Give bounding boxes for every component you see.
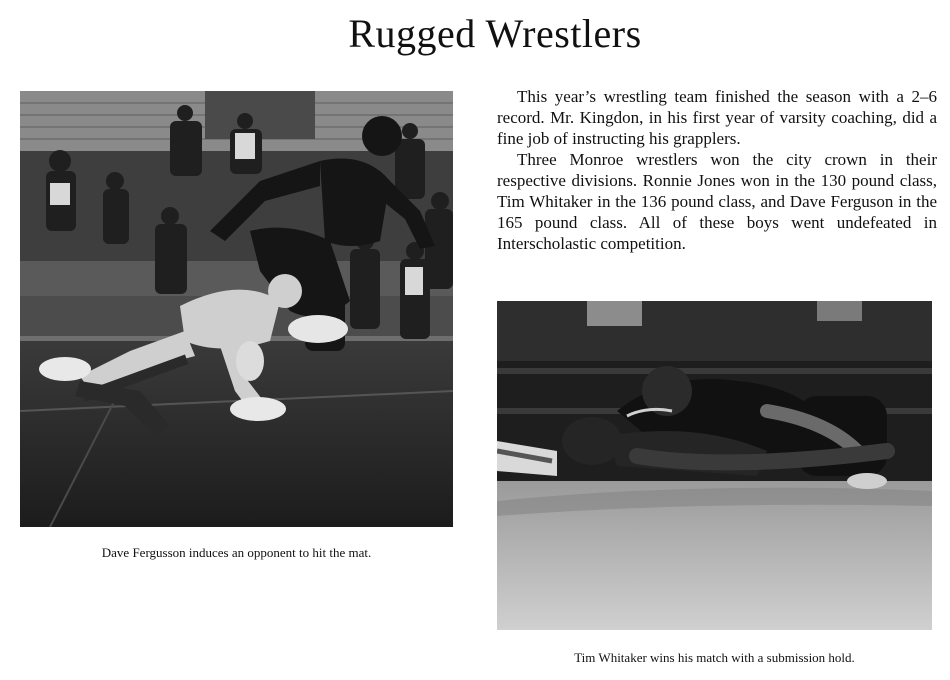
page-title: Rugged Wrestlers: [348, 11, 642, 56]
photo-caption-left: Dave Fergusson induces an opponent to hit the mat.: [101, 545, 372, 560]
article-paragraph: This year’s wrestling team finished the season with a 2–6 record. Mr. Kingdon, in his first year of varsity coaching, did a fine job of instructing his grapplers.: [497, 87, 937, 148]
article-paragraph: Three Monroe wrestlers won the city crown in their respective divisions. Ronnie Jones won in the 130 pound class, Tim Whitaker in the 136 pound class, and Dave Ferguson in the 165 pound class. All of these boys went undefeated in Interscholastic competition.: [497, 150, 937, 253]
article-text: [497, 86, 937, 254]
photo-caption-right: Tim Whitaker wins his match with a submission hold.: [574, 650, 855, 665]
wrestling-photo-takedown: [20, 91, 453, 527]
wrestling-photo-submission-hold: [497, 301, 932, 630]
